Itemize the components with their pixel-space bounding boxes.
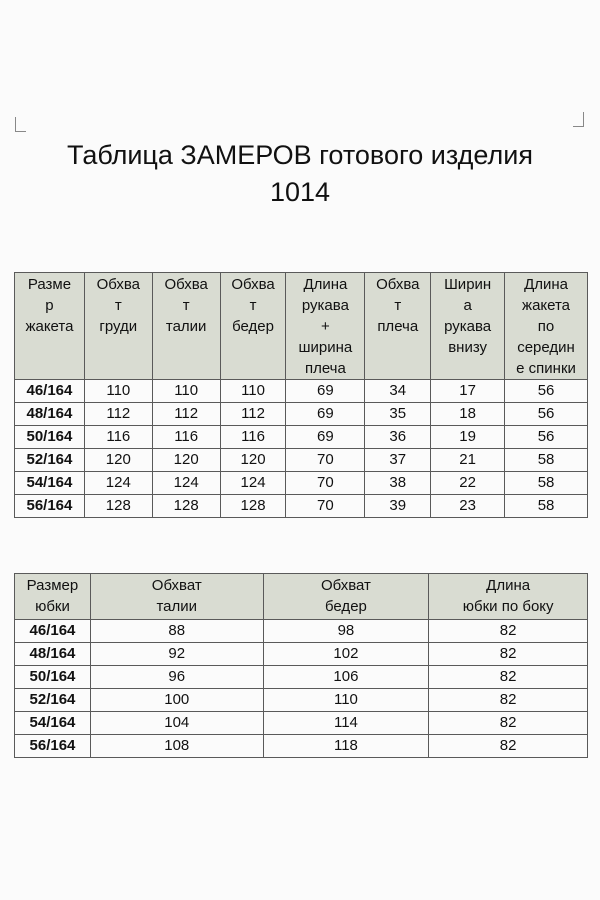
column-header <box>431 273 505 380</box>
column-header-line: Обхват <box>151 577 202 594</box>
table-row <box>15 735 588 758</box>
value-cell: 19 <box>431 426 505 449</box>
column-header <box>365 273 431 380</box>
size-cell: 56/164 <box>15 495 85 518</box>
value-cell: 110 <box>84 380 152 403</box>
crop-mark-left <box>15 117 26 132</box>
column-header-line: рукава <box>444 318 492 335</box>
value-cell: 120 <box>220 449 286 472</box>
column-header-line: Длина <box>524 276 568 293</box>
size-cell: 50/164 <box>15 666 91 689</box>
value-cell: 38 <box>365 472 431 495</box>
size-cell: 56/164 <box>15 735 91 758</box>
value-cell: 82 <box>429 735 588 758</box>
column-header-line: Обхва <box>376 276 420 293</box>
value-cell: 56 <box>505 403 588 426</box>
value-cell: 58 <box>505 472 588 495</box>
column-header-line: т <box>182 297 190 314</box>
column-header <box>15 574 91 620</box>
table-row <box>15 403 588 426</box>
value-cell: 69 <box>286 380 365 403</box>
column-header-line: рукава <box>301 297 349 314</box>
skirt-measurements-table <box>14 573 588 758</box>
value-cell: 116 <box>84 426 152 449</box>
value-cell: 82 <box>429 689 588 712</box>
value-cell: 104 <box>90 712 263 735</box>
value-cell: 128 <box>152 495 220 518</box>
column-header-line: юбки по боку <box>462 598 554 615</box>
value-cell: 110 <box>220 380 286 403</box>
value-cell: 120 <box>152 449 220 472</box>
title-line-1: Таблица ЗАМЕРОВ готового изделия <box>67 140 533 170</box>
column-header-line: внизу <box>448 339 488 356</box>
column-header-line: Ширин <box>444 276 492 293</box>
column-header-line: юбки <box>35 598 70 615</box>
value-cell: 128 <box>84 495 152 518</box>
value-cell: 124 <box>84 472 152 495</box>
page-title <box>0 137 600 211</box>
value-cell: 35 <box>365 403 431 426</box>
value-cell: 118 <box>263 735 429 758</box>
column-header-line: т <box>394 297 402 314</box>
value-cell: 116 <box>220 426 286 449</box>
value-cell: 120 <box>84 449 152 472</box>
value-cell: 124 <box>152 472 220 495</box>
column-header-line: бедер <box>325 598 367 615</box>
value-cell: 92 <box>90 643 263 666</box>
value-cell: 110 <box>263 689 429 712</box>
size-cell: 48/164 <box>15 643 91 666</box>
value-cell: 128 <box>220 495 286 518</box>
column-header-line: т <box>249 297 257 314</box>
value-cell: 56 <box>505 426 588 449</box>
value-cell: 112 <box>220 403 286 426</box>
value-cell: 69 <box>286 426 365 449</box>
size-cell: 46/164 <box>15 380 85 403</box>
column-header-line: жакета <box>522 297 571 314</box>
value-cell: 110 <box>152 380 220 403</box>
value-cell: 23 <box>431 495 505 518</box>
value-cell: 82 <box>429 643 588 666</box>
column-header <box>505 273 588 380</box>
column-header <box>220 273 286 380</box>
value-cell: 108 <box>90 735 263 758</box>
column-header <box>286 273 365 380</box>
column-header-line: Обхва <box>96 276 140 293</box>
table-row <box>15 380 588 403</box>
column-header-line: середин <box>517 339 575 356</box>
value-cell: 69 <box>286 403 365 426</box>
value-cell: 88 <box>90 620 263 643</box>
value-cell: 124 <box>220 472 286 495</box>
size-cell: 54/164 <box>15 472 85 495</box>
column-header <box>429 574 588 620</box>
column-header-line: е спинки <box>516 360 576 377</box>
table-row <box>15 620 588 643</box>
value-cell: 34 <box>365 380 431 403</box>
column-header-line: груди <box>99 318 138 335</box>
column-header-line: жакета <box>25 318 74 335</box>
column-header-line: Разме <box>27 276 72 293</box>
table-row <box>15 712 588 735</box>
column-header-line: Длина <box>486 577 531 594</box>
value-cell: 21 <box>431 449 505 472</box>
table-row <box>15 666 588 689</box>
column-header-line: Длина <box>303 276 348 293</box>
column-header <box>15 273 85 380</box>
value-cell: 112 <box>152 403 220 426</box>
column-header-line: т <box>114 297 122 314</box>
size-cell: 52/164 <box>15 689 91 712</box>
value-cell: 17 <box>431 380 505 403</box>
value-cell: 36 <box>365 426 431 449</box>
value-cell: 70 <box>286 472 365 495</box>
column-header-line: талии <box>156 598 198 615</box>
column-header <box>263 574 429 620</box>
crop-mark-right <box>573 112 584 127</box>
column-header-line: ширина <box>298 339 353 356</box>
value-cell: 56 <box>505 380 588 403</box>
title-line-2: 1014 <box>269 177 331 207</box>
column-header-line: Обхват <box>320 577 371 594</box>
column-header-line: + <box>321 318 330 335</box>
column-header <box>84 273 152 380</box>
value-cell: 96 <box>90 666 263 689</box>
table-header-row <box>15 574 588 620</box>
value-cell: 116 <box>152 426 220 449</box>
column-header-line: р <box>45 297 54 314</box>
table-row <box>15 689 588 712</box>
size-cell: 48/164 <box>15 403 85 426</box>
column-header-line: плеча <box>377 318 419 335</box>
value-cell: 100 <box>90 689 263 712</box>
column-header <box>152 273 220 380</box>
table-row <box>15 449 588 472</box>
size-cell: 54/164 <box>15 712 91 735</box>
column-header-line: Размер <box>26 577 79 594</box>
value-cell: 18 <box>431 403 505 426</box>
value-cell: 98 <box>263 620 429 643</box>
size-cell: 46/164 <box>15 620 91 643</box>
size-cell: 50/164 <box>15 426 85 449</box>
column-header-line: плеча <box>304 360 346 377</box>
column-header <box>90 574 263 620</box>
value-cell: 39 <box>365 495 431 518</box>
value-cell: 82 <box>429 712 588 735</box>
value-cell: 112 <box>84 403 152 426</box>
value-cell: 102 <box>263 643 429 666</box>
table-header-row <box>15 273 588 380</box>
value-cell: 37 <box>365 449 431 472</box>
value-cell: 82 <box>429 666 588 689</box>
column-header-line: Обхва <box>164 276 208 293</box>
column-header-line: талии <box>165 318 207 335</box>
value-cell: 114 <box>263 712 429 735</box>
value-cell: 106 <box>263 666 429 689</box>
table-row <box>15 495 588 518</box>
value-cell: 70 <box>286 449 365 472</box>
table-row <box>15 643 588 666</box>
value-cell: 58 <box>505 449 588 472</box>
column-header-line: а <box>463 297 472 314</box>
table-row <box>15 426 588 449</box>
table-row <box>15 472 588 495</box>
jacket-measurements-table <box>14 272 588 518</box>
value-cell: 82 <box>429 620 588 643</box>
column-header-line: бедер <box>232 318 274 335</box>
size-cell: 52/164 <box>15 449 85 472</box>
value-cell: 22 <box>431 472 505 495</box>
value-cell: 58 <box>505 495 588 518</box>
column-header-line: по <box>537 318 555 335</box>
value-cell: 70 <box>286 495 365 518</box>
column-header-line: Обхва <box>231 276 275 293</box>
